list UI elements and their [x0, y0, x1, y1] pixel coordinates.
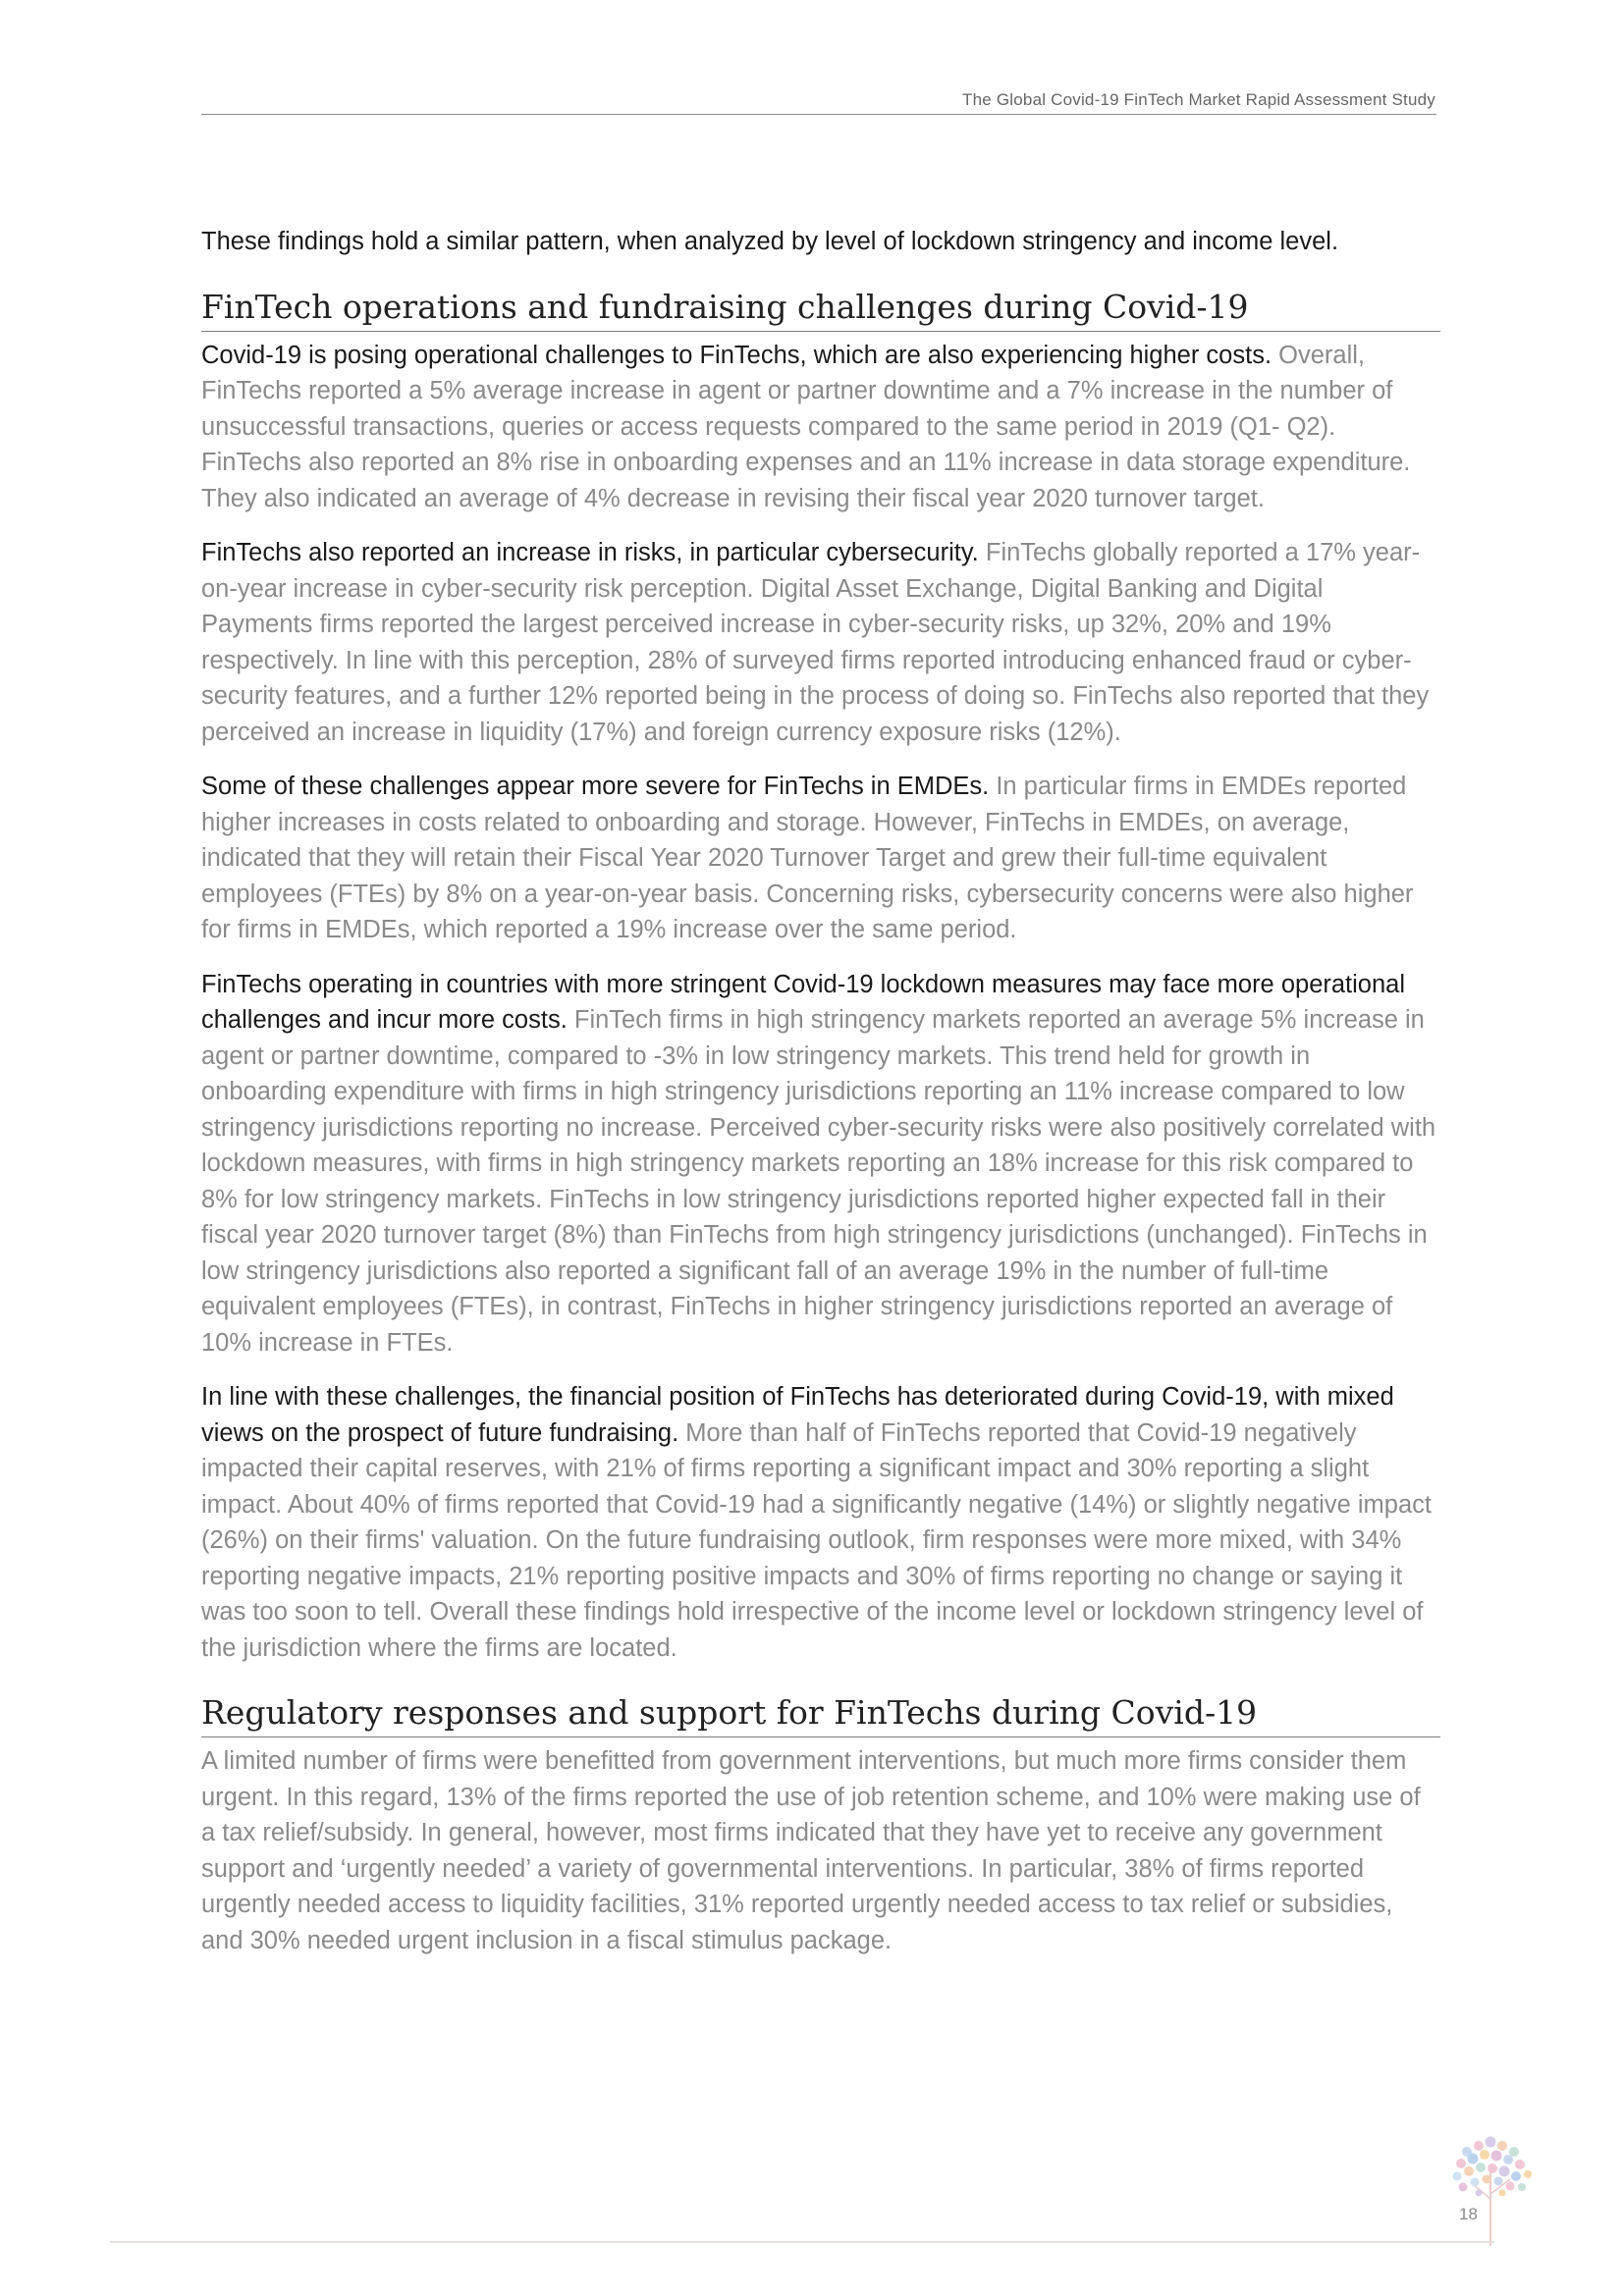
paragraph-body: FinTechs globally reported a 17% year-on-year increase in cyber-security risk perception. Digital Asset Exchange, Digital Banking and Digital Payments firms reported the largest perceived increase in cyber-security risks, up 32%, 20% and 19% respectively. In line with this perception, 28% of surveyed firms reported introducing enhanced fraud or cyber-security features, and a further 12% reported being in the process of doing so. FinTechs also reported that they perceived an increase in liquidity (17%) and foreign currency exposure risks (12%). — [201, 539, 1430, 746]
paragraph — [201, 967, 1440, 1362]
paragraph — [201, 1379, 1440, 1666]
paragraph — [201, 338, 1440, 517]
tree-of-dots-icon — [1434, 2130, 1537, 2248]
paragraph-body: More than half of FinTechs reported that Covid-19 negatively impacted their capital reserves, with 21% of firms reporting a significant impact and 30% reporting a slight impact. About 40% of firms reported that Covid-19 had a significantly negative (14%) or slightly negative impact (26%) on their firms' valuation. On the future fundraising outlook, firm responses were more mixed, with 34% reporting negative impacts, 21% reporting positive impacts and 30% of firms reporting no change or saying it was too soon to tell. Overall these findings hold irrespective of the income level or lockdown stringency level of the jurisdiction where the firms are located. — [201, 1418, 1432, 1662]
footer-divider — [110, 2241, 1494, 2243]
section-heading-regulatory: Regulatory responses and support for FinTechs during Covid-19 — [201, 1691, 1440, 1737]
running-header: The Global Covid-19 FinTech Market Rapid Assessment Study — [962, 90, 1435, 109]
paragraph — [201, 769, 1440, 948]
paragraph — [201, 1743, 1440, 1958]
paragraph-lead: Covid-19 is posing operational challenges to FinTechs, which are also experiencing higher costs. — [201, 341, 1272, 369]
paragraph-body: Overall, FinTechs reported a 5% average increase in agent or partner downtime and a 7% increase in the number of unsuccessful transactions, queries or access requests compared to the same period in 2019 (Q1- Q2). FinTechs also reported an 8% rise in onboarding expenses and an 11% increase in data storage expenditure. They also indicated an average of 4% decrease in revising their fiscal year 2020 turnover target. — [201, 341, 1411, 512]
intro-sentence: These findings hold a similar pattern, when analyzed by level of lockdown stringency and income level. — [201, 228, 1339, 255]
paragraph-body: A limited number of firms were benefitted from government interventions, but much more firms consider them urgent. In this regard, 13% of the firms reported the use of job retention scheme, and 10% were making use of a tax relief/subsidy. In general, however, most firms indicated that they have yet to receive any government support and ‘urgently needed’ a variety of governmental interventions. In particular, 38% of firms reported urgently needed access to liquidity facilities, 31% reported urgently needed access to tax relief or subsidies, and 30% needed urgent inclusion in a fiscal stimulus package. — [201, 1747, 1421, 1954]
paragraph-lead: FinTechs also reported an increase in risks, in particular cybersecurity. — [201, 539, 979, 566]
paragraph-lead: In line with these challenges, the financial position of FinTechs has deteriorated during Covid-19, with mixed views on the prospect of future fundraising. — [201, 1383, 1394, 1447]
paragraph — [201, 535, 1440, 750]
paragraph-lead: Some of these challenges appear more severe for FinTechs in EMDEs. — [201, 773, 990, 800]
paragraph-lead: FinTechs operating in countries with more stringent Covid-19 lockdown measures may face more operational challenges and incur more costs. — [201, 970, 1406, 1034]
header-divider — [201, 114, 1436, 115]
section-heading-operations: FinTech operations and fundraising challenges during Covid-19 — [201, 286, 1440, 332]
paragraph-body: In particular firms in EMDEs reported higher increases in costs related to onboarding and storage. However, FinTechs in EMDEs, on average, indicated that they will retain their Fiscal Year 2020 Turnover Target and grew their full-time equivalent employees (FTEs) by 8% on a year-on-year basis. Concerning risks, cybersecurity concerns were also higher for firms in EMDEs, which reported a 19% increase over the same period. — [201, 773, 1414, 943]
page-number: 18 — [1459, 2205, 1478, 2223]
paragraph-body: FinTech firms in high stringency markets reported an average 5% increase in agent or partner downtime, compared to -3% in low stringency markets. This trend held for growth in onboarding expenditure with firms in high stringency jurisdictions reporting an 11% increase compared to low stringency jurisdictions reporting no increase. Perceived cyber-security risks were also positively correlated with lockdown measures, with firms in high stringency markets reporting an 18% increase for this risk compared to 8% for low stringency markets. FinTechs in low stringency jurisdictions reported higher expected fall in their fiscal year 2020 turnover target (8%) than FinTechs from high stringency jurisdictions (unchanged). FinTechs in low stringency jurisdictions also reported a significant fall of an average 19% in the number of full-time equivalent employees (FTEs), in contrast, FinTechs in higher stringency jurisdictions reported an average of 10% increase in FTEs. — [201, 1006, 1436, 1357]
page-body — [201, 224, 1440, 1977]
